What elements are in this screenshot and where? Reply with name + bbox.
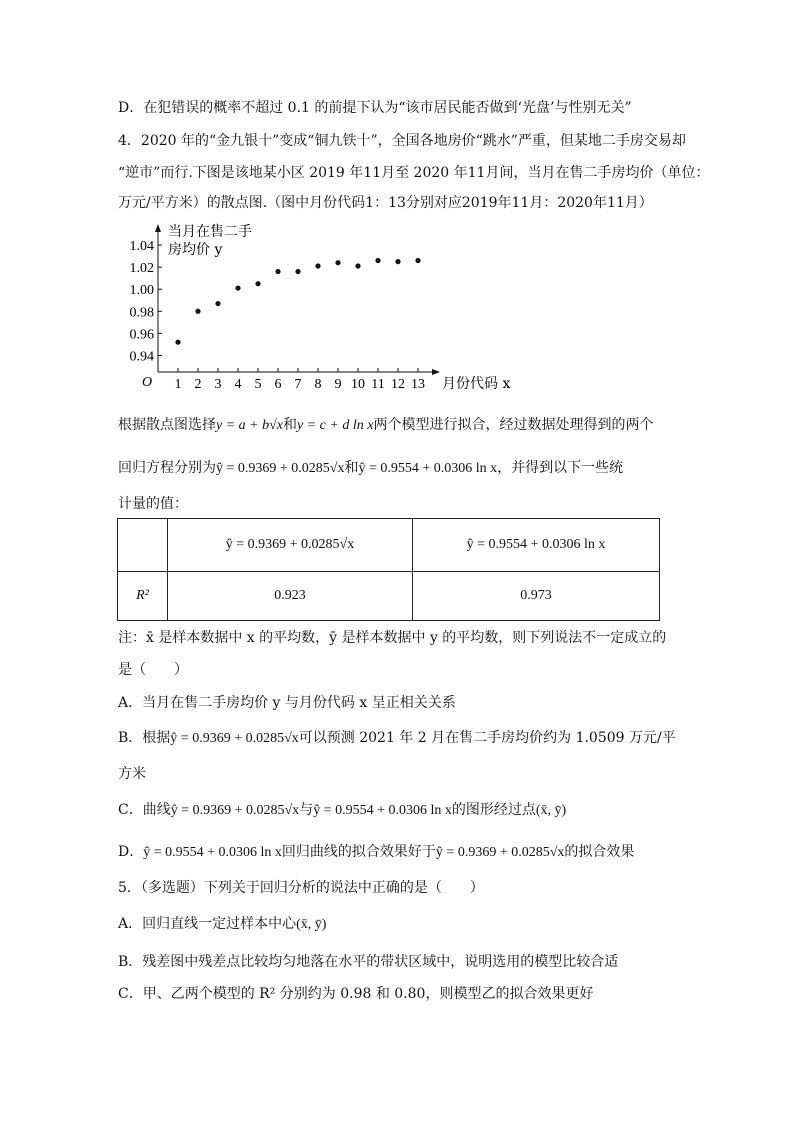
q4-note-line2: 是（ ） <box>118 662 188 678</box>
q4-stem-line1: 4．2020 年的“金九银十”变成“铜九铁十”，全国各地房价“跳水”严重，但某地二手房交易却 <box>118 133 686 149</box>
x-axis-label: 月份代码 x <box>442 376 511 392</box>
x-tick-label: 7 <box>294 377 302 392</box>
table-header-model1: ŷ = 0.9369 + 0.0285√x <box>168 519 413 572</box>
table-value-model2: 0.973 <box>413 572 660 621</box>
q4-stem-line3: 万元/平方米）的散点图.（图中月份代码1：13分别对应2019年11月：2020年11月） <box>118 195 653 211</box>
y-tick-label: 0.96 <box>129 327 154 343</box>
x-tick-label: 13 <box>411 377 425 392</box>
x-tick-label: 8 <box>314 377 322 392</box>
y-tick-label: 0.94 <box>129 349 154 365</box>
table-row <box>118 572 660 621</box>
table-row-label: R² <box>118 572 168 621</box>
q4-regression-line: 回归方程分别为ŷ = 0.9369 + 0.0285√x和ŷ = 0.9554 + 0.0306 ln x，并得到以下一些统 <box>118 460 624 476</box>
table-header-model2: ŷ = 0.9554 + 0.0306 ln x <box>413 519 660 572</box>
x-tick-label: 6 <box>274 377 282 392</box>
x-tick-label: 10 <box>351 377 365 392</box>
statistics-table <box>117 518 660 621</box>
data-point <box>235 285 240 290</box>
q4-option-b-cont: 方米 <box>118 766 146 782</box>
q4-stats-intro: 计量的值： <box>118 496 188 512</box>
y-tick-label: 1.02 <box>129 261 154 277</box>
data-point <box>415 258 420 263</box>
q3-option-d: D．在犯错误的概率不超过 0.1 的前提下认为“该市居民能否做到‘光盘’与性别无关” <box>118 100 632 116</box>
data-point <box>295 269 300 274</box>
q4-option-c: C．曲线ŷ = 0.9369 + 0.0285√x与ŷ = 0.9554 + 0.0306 ln x的图形经过点(x̄, ȳ) <box>118 802 567 818</box>
q4-option-a: A．当月在售二手房均价 y 与月份代码 x 呈正相关关系 <box>118 695 456 711</box>
origin-label: O <box>142 375 153 390</box>
x-tick-label: 4 <box>234 377 242 392</box>
scatter-chart <box>118 222 528 394</box>
table-header-row <box>118 519 660 572</box>
x-tick-label: 12 <box>391 377 405 392</box>
q5-option-b: B．残差图中残差点比较均匀地落在水平的带状区域中，说明选用的模型比较合适 <box>118 954 619 970</box>
q4-model-line: 根据散点图选择y = a + b√x和y = c + d ln x两个模型进行拟合，经过数据处理得到的两个 <box>118 417 654 433</box>
y-tick-label: 1.00 <box>129 283 154 299</box>
data-point <box>355 263 360 268</box>
table-value-model1: 0.923 <box>168 572 413 621</box>
data-point <box>275 269 280 274</box>
y-tick-label: 1.04 <box>129 239 154 255</box>
x-tick-label: 5 <box>254 377 262 392</box>
y-axis-label-line2: 房均价 y <box>168 242 223 258</box>
q4-option-d: D．ŷ = 0.9554 + 0.0306 ln x回归曲线的拟合效果好于ŷ = 0.9369 + 0.0285√x的拟合效果 <box>118 844 635 860</box>
q5-option-c: C．甲、乙两个模型的 R² 分别约为 0.98 和 0.80，则模型乙的拟合效果更好 <box>118 986 594 1002</box>
x-tick-label: 3 <box>214 377 222 392</box>
table-corner-cell <box>118 519 168 572</box>
q4-note-line1: 注：x̄ 是样本数据中 x 的平均数，ȳ 是样本数据中 y 的平均数，则下列说法不一定成立的 <box>118 630 667 646</box>
y-axis-arrow-icon <box>155 224 161 232</box>
data-point <box>335 260 340 265</box>
q5-option-a: A．回归直线一定过样本中心(x̄, ȳ) <box>118 916 327 932</box>
data-point <box>215 301 220 306</box>
x-axis-arrow-icon <box>432 369 440 375</box>
x-tick-label: 9 <box>334 377 342 392</box>
y-ticks <box>130 239 163 364</box>
data-point <box>375 258 380 263</box>
q5-stem: 5．（多选题）下列关于回归分析的说法中正确的是（ ） <box>118 880 484 896</box>
data-point <box>255 281 260 286</box>
x-tick-label: 2 <box>194 377 202 392</box>
data-point <box>195 309 200 314</box>
data-point <box>395 259 400 264</box>
x-tick-label: 1 <box>174 377 182 392</box>
y-axis-label-line1: 当月在售二手 <box>168 224 252 240</box>
q4-option-b: B．根据ŷ = 0.9369 + 0.0285√x可以预测 2021 年 2 月在售二手房均价约为 1.0509 万元/平 <box>118 730 676 746</box>
data-points <box>175 258 420 345</box>
q4-stem-line2: “逆市”而行.下图是该地某小区 2019 年11月至 2020 年11月间，当月在售二手房均价（单位： <box>118 165 710 181</box>
x-tick-label: 11 <box>371 377 385 392</box>
data-point <box>175 340 180 345</box>
y-tick-label: 0.98 <box>129 305 154 321</box>
data-point <box>315 263 320 268</box>
